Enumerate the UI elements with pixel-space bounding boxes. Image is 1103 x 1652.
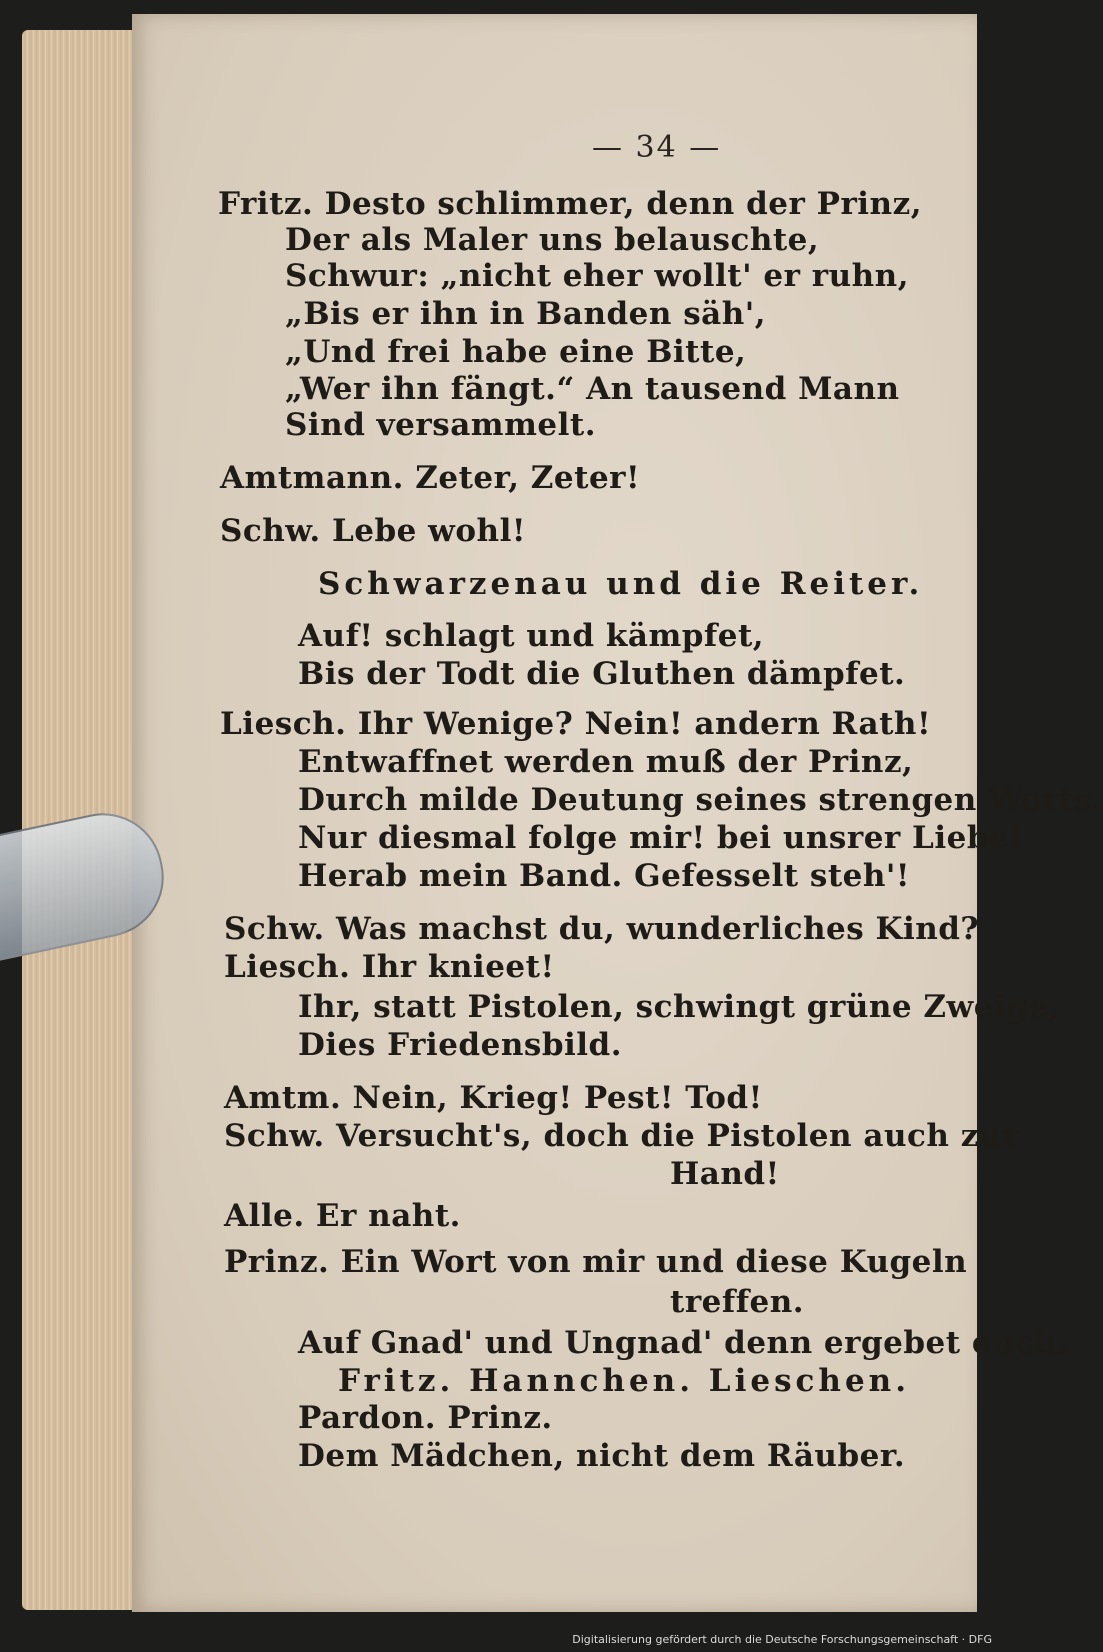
text-line: „Bis er ihn in Banden säh', [285,296,767,332]
text-line: Schwur: „nicht eher wollt' er ruhn, [285,258,909,294]
text-line: Auf! schlagt und kämpfet, [298,618,765,654]
text-line: Nur diesmal folge mir! bei unsrer Liebe! [298,820,1024,856]
text-line: Amtmann. Zeter, Zeter! [220,460,641,496]
text-line: Entwaffnet werden muß der Prinz, [298,744,914,780]
stage-direction: Fritz. Hannchen. Lieschen. [338,1363,911,1399]
text-line: Herab mein Band. Gefesselt steh'! [298,858,911,894]
text-line: Dem Mädchen, nicht dem Räuber. [298,1438,906,1474]
text-line: Prinz. Ein Wort von mir und diese Kugeln [224,1244,968,1280]
digitization-credit: Digitalisierung gefördert durch die Deutsche Forschungsgemeinschaft · DFG [572,1633,992,1646]
text-line: Schw. Versucht's, doch die Pistolen auch zur [224,1118,1019,1154]
text-line: „Wer ihn fängt.“ An tausend Mann [285,371,900,407]
text-line: Liesch. Ihr Wenige? Nein! andern Rath! [220,706,932,742]
page-number: — 34 — [592,130,722,165]
text-line: Bis der Todt die Gluthen dämpfet. [298,656,906,692]
text-line: Alle. Er naht. [224,1198,461,1234]
text-line: Auf Gnad' und Ungnad' denn ergebet euch. [298,1325,1069,1361]
text-line: Schw. Was machst du, wunderliches Kind? [224,911,980,947]
text-line: Schw. Lebe wohl! [220,513,526,549]
text-line: „Und frei habe eine Bitte, [285,334,747,370]
text-line: treffen. [670,1284,805,1320]
text-line: Der als Maler uns belauschte, [285,222,820,258]
text-line: Amtm. Nein, Krieg! Pest! Tod! [224,1080,763,1116]
text-line: Durch milde Deutung seines strengen Worts. [298,782,1103,818]
text-line: Ihr, statt Pistolen, schwingt grüne Zweige, [298,989,1060,1025]
text-line: Fritz. Desto schlimmer, denn der Prinz, [218,186,922,222]
text-line: Hand! [670,1156,780,1192]
stage-direction: Schwarzenau und die Reiter. [318,566,924,602]
text-line: Pardon. Prinz. [298,1400,553,1436]
text-line: Sind versammelt. [285,407,596,443]
text-line: Liesch. Ihr knieet! [224,949,555,985]
text-line: Dies Friedensbild. [298,1027,623,1063]
